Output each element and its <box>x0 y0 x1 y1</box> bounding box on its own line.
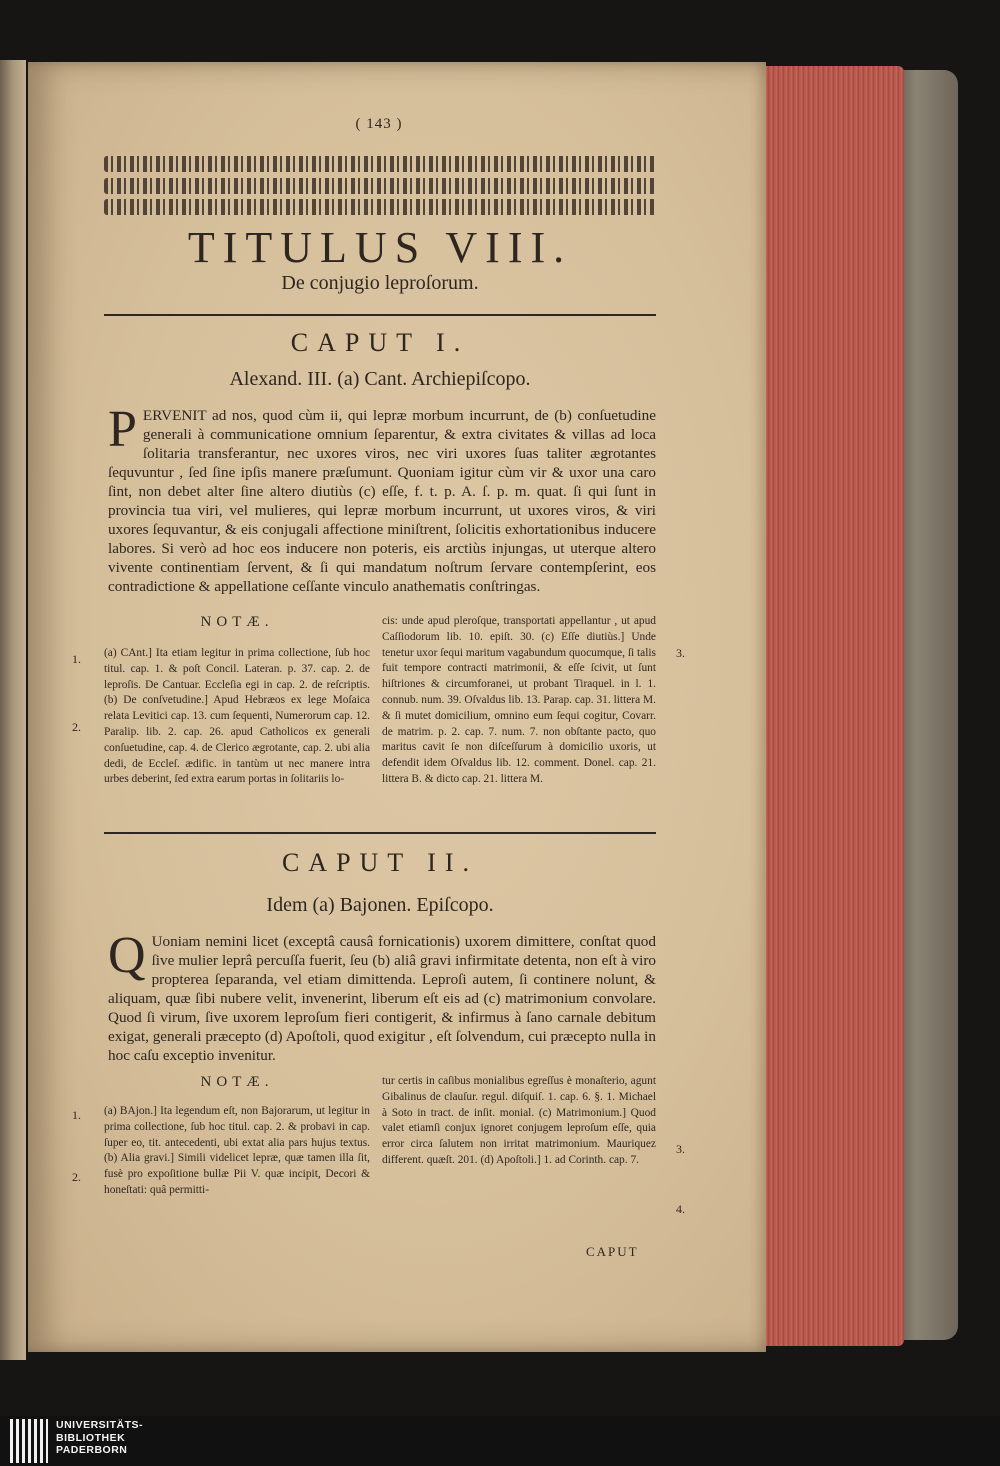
library-logo-icon <box>10 1419 48 1463</box>
caput-2-text <box>108 927 656 1065</box>
library-logo-text <box>56 1419 143 1457</box>
caput-1-addressee: Alexand. III. (a) Cant. Archiepiſcopo. <box>229 368 531 390</box>
ornament-band-bottom <box>104 199 656 215</box>
caput-1-notes-right: cis: unde apud pleroſque, transportati appellantur , ut apud Caſſiodorum lib. 10. epiſt. 30. (c) Eſſe diutiùs.] Unde tenetur uxor ſequi maritum vagabundum quocumque, ſi talis fuit tempore contracti matrimonii, & eſſe ſcivit, ut ſunt hiſtriones & circumforanei, ut probant Tiraquel. in l. 1. connub. num. 39. Oſvaldus lib. 13. Parap. cap. 31. littera M. & ſi mutet domicilium, omnino eum ſequi cogitur, Covarr. de matrim. p. 2. cap. 7. num. 7. non obſtante pacto, quo maritus cavit ſe non diſceſſurum à domicilio uxoris, ut defendit idem Oſvaldus lib. 12. comment. Donel. cap. 21. littera B. & dicto cap. 21. littera M. <box>382 615 656 785</box>
caput-2-addressee: Idem (a) Bajonen. Epiſcopo. <box>266 894 494 916</box>
margin-number: 2. <box>72 1170 81 1184</box>
page-number: ( 143 ) <box>355 116 403 132</box>
margin-number: 3. <box>676 646 685 660</box>
caput-2-notes-left: (a) BAjon.] Ita legendum eſt, non Bajorarum, ut legitur in prima collectione, ſub hoc titul. cap. 2. & probavi in cap. ſuper eo, tit. antecedenti, ubi extat alia pars hujus textus. (b) Alia gravi.] Simili videlicet lepræ, quæ tamen illa ſit, fusè pro expoſitione bullæ Pii V. quæ incipit, Decori & honeſtati: quâ permitti- <box>104 1105 370 1196</box>
caput-1-text <box>108 401 656 596</box>
caput-1-notes-left: (a) CAnt.] Ita etiam legitur in prima collectione, ſub hoc titul. cap. 1. & poſt Concil. Lateran. p. 37. cap. 2. de leproſis. De Cantuar. Eccleſia egi in cap. 2. de reſcriptis. (b) De conſvetudine.] Apud Hebræos ex lege Moſaica relata Levitici cap. 13. cum ſequenti, Numerorum cap. 12. Paralip. lib. 2. cap. 26. apud Catholicos ex generali conſuetudine, cap. 4. de Clerico ægrotante, cap. 2. ubi alia dedi, de Eccleſ. ædific. in tantùm ut nec manere intra urbes deberint, ſed extra earum portas in ſolitariis lo- <box>104 647 370 786</box>
caput-1-heading: CAPUT I. <box>290 328 470 357</box>
caput-2-heading: CAPUT II. <box>281 848 479 877</box>
subtitle: De conjugio leproſorum. <box>281 272 479 294</box>
caput-2-notae-label: NOTÆ. <box>200 1074 274 1090</box>
logo-line: UNIVERSITÄTS- <box>56 1419 144 1431</box>
divider-rule <box>104 314 656 316</box>
caput-2-body: Uoniam nemini licet (exceptâ causâ fornicationis) uxorem dimittere, conſtat quod ſive mulier leprâ percuſſa fuerit, ſeu (b) aliâ gravi infirmitate detenta, non eſt à viro propterea ſeparanda, vel etiam dimittenda. Leproſi autem, ſi continere nolunt, & aliquam, quæ ſibi nubere velit, invenerint, liberum eſt eis ad (c) matrimonium convolare. Quod ſi virum, ſive uxorem leproſum fieri contigerit, & infirmus à ſano carnale debitum exigat, generali præcepto (d) Apoſtoli, quod exigitur , eſt ſolvendum, cui præcepto nulla in hoc caſu exceptio invenitur. <box>108 933 656 1064</box>
divider-rule <box>104 832 656 834</box>
catchword: CAPUT <box>586 1244 639 1259</box>
red-page-edges <box>760 66 904 1346</box>
caput-2-notes-right: tur certis in caſibus monialibus egreſſus è monaſterio, agunt Gibalinus de clauſur. regul. diſquiſ. 1. cap. 6. §. 1. Michael à Soto in tract. de inſit. monial. (c) Matrimonium.] Quod valet etiamſi conjux ignoret conjugem leproſum eſſe, quia error circa ſalutem non irritat matrimonium. Mauriquez different. quæſt. 201. (d) Apoſtoli.] 1. ad Corinth. cap. 7. <box>382 1075 656 1166</box>
title: TITULUS VIII. <box>187 223 573 272</box>
caput-1-dropcap: P <box>108 401 137 458</box>
ornament-band-top <box>104 156 656 172</box>
margin-number: 3. <box>676 1142 685 1156</box>
footer-bar <box>0 1416 1000 1466</box>
margin-number: 1. <box>72 652 81 666</box>
logo-line: BIBLIOTHEK <box>56 1431 126 1444</box>
margin-number: 1. <box>72 1108 81 1122</box>
logo-line: PADERBORN <box>56 1444 128 1456</box>
caput-1-notae-label: NOTÆ. <box>200 614 274 630</box>
caput-2-dropcap: Q <box>108 927 146 984</box>
ornament-band-middle <box>104 178 656 194</box>
margin-number: 4. <box>676 1202 685 1216</box>
margin-number: 2. <box>72 720 81 734</box>
left-page-fragment <box>0 60 26 1360</box>
caput-1-body: ERVENIT ad nos, quod cùm ii, qui lepræ morbum incurrunt, de (b) conſuetudine generali à communicatione omnium ſeparentur, & extra civitates & villas ad loca ſolitaria transferantur, nec uxores viros, nec viri uxores ſuas taliter ægrotantes ſequvuntur , ſed ſine ipſis manere præſumunt. Quoniam igitur cùm vir & uxor una caro ſint, non debet alter ſine altero diutiùs (c) eſſe, f. t. p. A. ſ. p. m. quat. ſi qui ſunt in provincia tua viri, vel mulieres, qui lepræ morbum incurrunt, ut uxores viros, & viri uxores ſequvantur, & eis conjugali affectione miniſtrent, ſolicitis exhortationibus inducere labores. Si verò ad hoc eos inducere non poteris, eis arctiùs injungas, ut uterque altero vivente continentiam ſervent, & ſi qui mandatum noſtrum ſervare contempſerint, eos contradictione & appellatione ceſſante vinculo anathematis conſtringas. <box>108 407 656 595</box>
